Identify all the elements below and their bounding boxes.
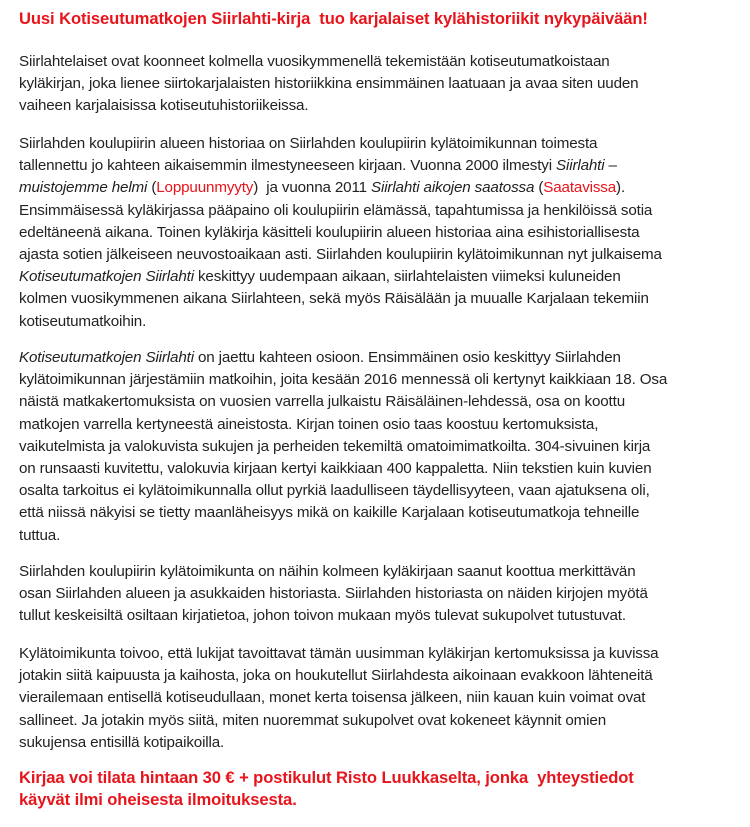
text-line: tullut keskeisiltä osiltaan kirjatietoa, johon toivon mukaan myös tulevat sukupolvet tutustuvat.: [19, 607, 626, 625]
text-line: että niissä näkyisi se tietty maanläheisyys mikä on kaikille Karjalaan kotiseutumatkoja tehneille: [19, 504, 640, 522]
text-line: matkojen varrella kertyneestä aineistosta. Kirjan toinen osio taas koostuu kertomuksista,: [19, 415, 599, 433]
text-line: [19, 347, 744, 369]
order-info: [19, 767, 634, 811]
text-line: Siirlahden koulupiirin kylätoimikunta on näihin kolmeen kyläkirjaan saanut koottua merkittävän: [19, 563, 636, 580]
order-info-line: Kirjaa voi tilata hintaan 30 € + postikulut Risto Luukkaselta, jonka yhteystiedot: [19, 768, 634, 787]
book-title-siirlahti: Siirlahti –: [556, 157, 617, 175]
text-line: osan Siirlahden alueen ja asukkaiden historiasta. Siirlahden historiasta on näiden kirjojen myötä: [19, 585, 648, 603]
available-link[interactable]: Saatavissa: [543, 179, 617, 197]
text-line: edeltäneenä aikana. Toinen kyläkirja käsitteli koulupiirin alueen historiaa aina esihistoriallisesta: [19, 223, 640, 241]
text-line: kotiseutumatkoihin.: [19, 312, 147, 330]
text-line: [19, 155, 744, 177]
text-line: sukujensa entisillä kotipaikoilla.: [19, 733, 225, 751]
book-title-kotiseutumatkojen: Kotiseutumatkojen Siirlahti: [19, 349, 194, 366]
text-line: vaiheen karjalaisissa kotiseutuhistoriikeissa.: [19, 97, 309, 115]
text-line: on runsaasti kuvitettu, valokuvia kirjaan kertyi kaikkiaan 400 kappaletta. Niin tekstien kuin kuvien: [19, 460, 652, 478]
text-line: näistä matkakertomuksista on vuosien varrella julkaistu Räisäläinen-lehdessä, osa on koottu: [19, 393, 625, 411]
text-line: [19, 177, 744, 199]
text-line: kylätoimikunnan järjestämiin matkoihin, joita kesään 2016 mennessä oli kertynyt kaikkiaan 18. Osa: [19, 371, 668, 389]
paragraph-book-contents: [19, 347, 744, 547]
book-title-muistojemme-helmi: muistojemme helmi: [19, 179, 148, 197]
text-line: Ensimmäisessä kyläkirjassa pääpaino oli koulupiirin elämässä, tapahtumissa ja henkilöissä sotia: [19, 201, 653, 219]
text-line: tuttua.: [19, 526, 61, 544]
book-title-aikojen-saatossa: Siirlahti aikojen saatossa: [371, 179, 535, 197]
text-segment: on jaettu kahteen osioon. Ensimmäinen osio keskittyy Siirlahden: [193, 349, 621, 366]
text-line: vaikutelmista ja valokuvista sukujen ja perheiden tekemiltä omatoimimatkoilta. 304-sivuinen kirja: [19, 437, 651, 455]
text-line: Siirlahden koulupiirin alueen historiaa on Siirlahden koulupiirin kylätoimikunnan toimesta: [19, 135, 598, 152]
text-segment: keskittyy uudempaan aikaan, siirlahtelaisten viimeksi kuluneiden: [193, 268, 621, 286]
text-segment: (: [534, 179, 544, 197]
paragraph-wishes: [19, 643, 744, 754]
text-line: ajasta sotien jälkeiseen neuvostoaikaan asti. Siirlahden koulupiirin kylätoimikunnan nyt julkaisema: [19, 246, 662, 264]
text-line: vierailemaan entisellä kotiseudullaan, monet kerta toisensa jälkeen, niin kauan kuin voimat ovat: [19, 689, 646, 707]
paragraph-history: [19, 133, 744, 333]
text-line: Siirlahtelaiset ovat koonneet kolmella vuosikymmenellä tekemistään kotiseutumatkoistaan: [19, 53, 610, 70]
text-segment: (: [147, 179, 157, 197]
text-line: Kylätoimikunta toivoo, että lukijat tavoittavat tämän uusimman kyläkirjan kertomuksissa ja kuvissa: [19, 645, 659, 662]
article-headline: Uusi Kotiseutumatkojen Siirlahti-kirja tuo karjalaiset kylähistoriikit nykypäivään!: [19, 9, 648, 28]
book-title-kotiseutumatkojen: Kotiseutumatkojen Siirlahti: [19, 268, 194, 286]
paragraph-intro: [19, 51, 744, 118]
order-info-line: käyvät ilmi oheisesta ilmoituksesta.: [19, 790, 297, 809]
text-line: kolmen vuosikymmenen aikana Siirlahteen, sekä myös Räisälään ja muualle Karjalaan tekemiin: [19, 290, 649, 308]
sold-out-link[interactable]: Loppuunmyyty: [156, 179, 254, 197]
text-line: [19, 266, 744, 288]
text-line: osalta tarkoitus ei kylätoimikunnalla ollut pyrkiä laadulliseen täydellisyyteen, vaan ajatuksena oli,: [19, 482, 650, 500]
text-line: jotakin siitä kaipuusta ja kaihosta, joka on houkutellut Siirlahdesta aikoinaan evakkoon lähteneitä: [19, 667, 653, 685]
text-line: sallineet. Ja jotakin myös siitä, miten nuoremmat sukupolvet ovat kokeneet käynnit omien: [19, 711, 607, 729]
text-segment: tallennettu jo kahteen aikaisemmin ilmestyneeseen kirjaan. Vuonna 2000 ilmestyi: [19, 157, 557, 175]
text-line: kyläkirjan, joka lienee siirtokarjalaisten historiikkina ensimmäinen laatuaan ja avaa siten uuden: [19, 75, 639, 93]
text-segment: ) ja vuonna 2011: [253, 179, 371, 197]
paragraph-summary: [19, 561, 744, 628]
text-segment: ).: [616, 179, 626, 197]
